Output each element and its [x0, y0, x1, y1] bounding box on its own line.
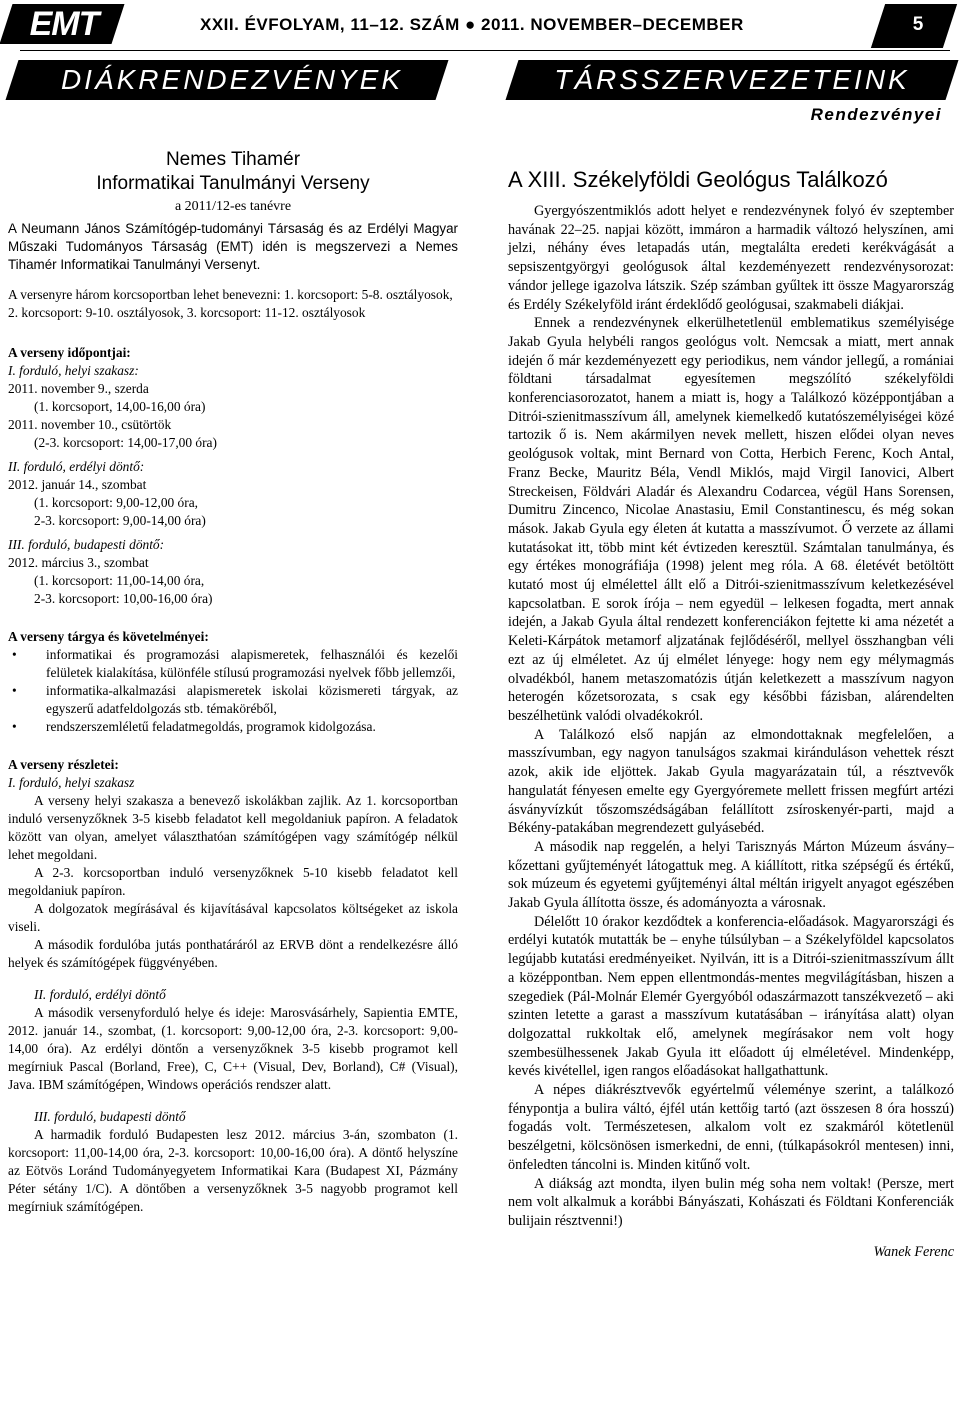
details-round1-paragraph: A dolgozatok megírásával és kijavításával kapcsolatos költségeket az iskola viseli. — [8, 901, 458, 934]
round3-heading: III. forduló, budapesti döntő: — [8, 537, 165, 552]
right-column — [508, 166, 954, 1261]
right-banner-subtitle: Rendezvényei — [810, 105, 942, 124]
round2-time1: (1. korcsoport: 9,00-12,00 óra, — [34, 495, 199, 510]
details-heading: A verseny részletei: — [8, 757, 119, 772]
round2-time2: 2-3. korcsoport: 9,00-14,00 óra) — [34, 513, 206, 528]
subject-list — [8, 646, 458, 736]
right-paragraph: A Találkozó első napján az elmondottaknak megfelelően, a masszívumban, egy nagyon tanulságos szakmai kiránduláson vehettek részt azok, akik ide eljöttek. Jakab Gyula magyarázatain túl, a résztvevők hangulatát fényesen emelte egy Gyergyóremete mellett frissen megfúrt artézi ásványvízkút tőszomszédságában felállított zsíroskenyér-parti, majd a Békény-patakában megrendezett gulyásebéd. — [508, 726, 954, 837]
bullet-icon: • — [12, 719, 17, 734]
right-article-title: A XIII. Székelyföldi Geológus Találkozó — [508, 167, 888, 192]
round1-time1: (1. korcsoport, 14,00-16,00 óra) — [34, 399, 206, 414]
right-paragraph: A második nap reggelén, a helyi Tarisznyás Márton Múzeum ásvány–kőzettani gyűjteményét látogattuk meg. A kiállított, ritka szépségű és értékű, sok múzeum és egyetemi gyűjteményi által méltán irigyelt anyagot egészében Jakab Gyula állította össze, és adományozta a városnak. — [508, 838, 954, 912]
right-paragraph: A diákság azt mondta, ilyen bulin még soha nem voltak! (Persze, mert nem volt alkalmuk a korábbi Bányászati, Kohászati és Földtani Konferenciák bulijain résztvenni!) — [508, 1175, 954, 1229]
details-round1-paragraph: A 2-3. korcsoportban induló versenyzőknek 5-10 kisebb feladatot kell megoldaniuk papíron. — [8, 865, 458, 898]
article-subtitle: a 2011/12-es tanévre — [174, 199, 292, 214]
details-round3-heading: III. forduló, budapesti döntő — [34, 1109, 186, 1124]
list-item: • informatikai és programozási alapismeretek, felhasználói és kezelői felületek kialakítása, különféle stílusú programozási nyelvek főbb jellemzői, — [12, 647, 458, 680]
round3-time1: (1. korcsoport: 11,00-14,00 óra, — [34, 573, 205, 588]
right-paragraph: Gyergyószentmiklós adott helyet e rendezvénynek folyó év szeptember havának 22–25. napjai között, immáron a harmadik változó helyszínen, ami jelzi, néhány éves letapadás után, megtalálta eredeti kerékvágását a sepsiszentgyörgyi geológusok által kezdeményezett rendezvénysorozat: vándor jellege igazolva látszik. Szép számban gyűltek itt össze Magyarország és Erdély Székelyföld iránt érdeklődő geológusai, szakmabeli diákjai. — [508, 203, 954, 313]
header-rule — [20, 50, 950, 51]
details-round2-paragraph: A második versenyforduló helye és ideje: Marosvásárhely, Sapientia EMTE, 2012. január 14., szombat, (1. korcsoport: 9,00-12,00 óra, 2-3. korcsoport: 9,00-14,00 óra). Az erdélyi döntőn a versenyzőknek 3-5 kisebb programot kell megírniuk Pascal (Borland, Free), C, C++ (Visual, Dev, Borland), C# (Visual), Java. IBM számítógépen, Windows operációs rendszer alatt. — [8, 1005, 458, 1092]
details-round2-heading: II. forduló, erdélyi döntő — [34, 987, 166, 1002]
subject-heading: A verseny tárgya és követelményei: — [8, 629, 209, 644]
article-title-line1: Nemes Tihamér — [165, 149, 301, 170]
right-section-banner: TÁRSSZERVEZETEINK — [554, 64, 910, 95]
list-item: • informatika-alkalmazási alapismeretek iskolai közismereti tárgyak, az egyszerű adatfeldolgozás stb. témaköréből, — [12, 683, 458, 716]
left-section-banner: DIÁKRENDEZVÉNYEK — [60, 64, 404, 95]
bullet-icon: • — [12, 647, 17, 662]
dates-heading: A verseny időpontjai: — [8, 345, 131, 360]
intro-paragraph: A Neumann János Számítógép-tudományi Társaság és az Erdélyi Magyar Műszaki Tudományos Társaság (EMT) idén is megszervezi a Nemes Tihamér Informatikai Tanulmányi Versenyt. — [8, 221, 458, 272]
categories-paragraph: A versenyre három korcsoportban lehet benevezni: 1. korcsoport: 5-8. osztályosok, 2. korcsoport: 9-10. osztályosok, 3. korcsoport: 11-12. osztályosok — [8, 287, 453, 320]
list-item: • rendszerszemléletű feladatmegoldás, programok kidolgozása. — [12, 719, 376, 734]
details-round1-paragraph: A második fordulóba jutás ponthatáráról az ERVB dönt a rendelkezésre álló helyek és számítógépek függvényében. — [8, 937, 458, 970]
round1-date1: 2011. november 9., szerda — [8, 381, 149, 396]
details-round1-paragraph: A verseny helyi szakasza a benevező iskolákban zajlik. Az 1. korcsoportban induló versenyzőknek 3-5 kisebb feladatot kell megoldaniuk papíron. A feladatok között van olyan, amelyet választhatóan számítógépen vagy számítógép nélkül lehet megoldani. — [8, 793, 458, 862]
emt-logo-text: EMT — [29, 5, 99, 43]
right-paragraph: A népes diákrésztvevők egyértelmű véleménye szerint, a találkozó fénypontja a bulira váltó, éjfél után kettőig tartó (azt összesen 8 óra hosszú) fogadás volt. Természetesen, alkalom volt ez szakmáról kötetlenül beszélgetni, kölcsönösen ismerkedni, de enni, (túlkapásokról mentesen) inni, önfeledten táncolni is. Minden kitűnő volt. — [508, 1082, 954, 1173]
round1-time2: (2-3. korcsoport: 14,00-17,00 óra) — [34, 435, 217, 450]
round3-date: 2012. március 3., szombat — [8, 555, 149, 570]
round3-time2: 2-3. korcsoport: 10,00-16,00 óra) — [34, 591, 213, 606]
round2-heading: II. forduló, erdélyi döntő: — [8, 459, 145, 474]
page-header — [0, 0, 960, 50]
right-paragraph: Délelőtt 10 órakor kezdődtek a konferencia-előadások. Magyarországi és erdélyi kutatók mutatták be – enyhe túlsúlyban – a Székelyföldel kapcsolatos legújabb kutatási eredményeiket. Nyilván, itt is a Ditrói-szienitmasszívum állt a középpontban. Nem eppen ellentmondás-mentes megvilágításban, hiszen a szegediek (Pál-Molnár Elemér Gyergyóból odaszármazott tanszékvezető – aki szinten letette a garast a masszívum kutatásában – irányítása alatt) olyan dolgozattal rukkoltak elő, amelynek megírásakor nem volt hogy szembesülhessenek Jakab Gyula itt előadott új elméletével. Mindenképp, kevés kivétellel, igen rangos előadásokat hallgathattunk. — [508, 913, 954, 1080]
details-round1-heading: I. forduló, helyi szakasz — [8, 775, 135, 790]
author-signature: Wanek Ferenc — [873, 1243, 954, 1260]
bullet-icon: • — [12, 683, 17, 698]
round2-date: 2012. január 14., szombat — [8, 477, 147, 492]
round1-heading: I. forduló, helyi szakasz: — [8, 363, 139, 378]
article-title-line2: Informatikai Tanulmányi Verseny — [96, 173, 370, 194]
left-column — [8, 148, 458, 1216]
round1-date2: 2011. november 10., csütörtök — [8, 417, 172, 432]
details-round3-paragraph: A harmadik forduló Budapesten lesz 2012. március 3-án, szombaton (1. korcsoport: 11,00-14,00 óra, 2-3. korcsoport: 10,00-16,00 óra). A döntő helyszíne az Eötvös Loránd Tudományegyetem Informatikai Kara (Budapest XI, Pázmány Péter sétány 1/C). A döntőben a versenyzőknek 3-5 nagyobb programot kell megírniuk számítógépen. — [8, 1127, 458, 1214]
issue-info: XXII. ÉVFOLYAM, 11–12. SZÁM ● 2011. NOVEMBER–DECEMBER — [200, 15, 744, 34]
right-paragraph: Ennek a rendezvénynek elkerülhetetlenül emblematikus személyisége Jakab Gyula helybéli rangos geológus volt. Nemcsak a miatt, mert annak idején ő már kezdeményezett egy periodikus, nem vándor jellegű, a romániai földtani társadalmat egyesítemen megszólító székelyföldi konferenciasorozatot, hanem a miatt is, hogy a Találkozó középpontjában a Ditrói-szienitmasszívum áll, amelynek kiemelkedő kutatószemélyiségei közé tartozik ő is. Nem akármilyen nevek mellett, hiszen elődei olyan neves geológusok voltak, mint Bernard von Cotta, Herbich Ferenc, Koch Antal, Franz Becke, Mauritz Béla, Vendl Miklós, majd Virgil Ianovici, Albert Streckeisen, Földvári Aladár és Alexandru Codarcea, végül Hans Sorensen, Dumitru Zincenco, Nicolae Anastasiu, Emil Constantinescu, és még sokan mások. Jakab Gyula egy életen át kutatta a masszívumot. Ő verzete az állami kutatásokat itt, több mint két évtizeden keresztül. Számtalan tanulmánya, és egy értékes monográfiája (1998) jelent meg róla. A 68. életévét betöltött kutató most új elmélettel állt elő a Ditrói-szienitmasszívum keletkezésével kapcsolatban. E sorok írója – nem egyedül – lelkesen fogadta, mert annak idején, a Jakab Gyula által rendezett konferenciákon fejtette ki ama nézetét a Keleti-Kárpátok metamorf aljzatának fejlődéséről, mellyel összhangban véli ezt az új elméletet. Az új elmélet lényege: hogy nem egy mélymagmás olvadékból, hanem metaszomatózis útján keletkezett a masszívum nagyon heterogén kőzetsorozata, s csak egy későbbi fázisban, alárendelten beszélhetünk valódi olvadékokról. — [508, 315, 954, 724]
page-number: 5 — [912, 14, 924, 35]
